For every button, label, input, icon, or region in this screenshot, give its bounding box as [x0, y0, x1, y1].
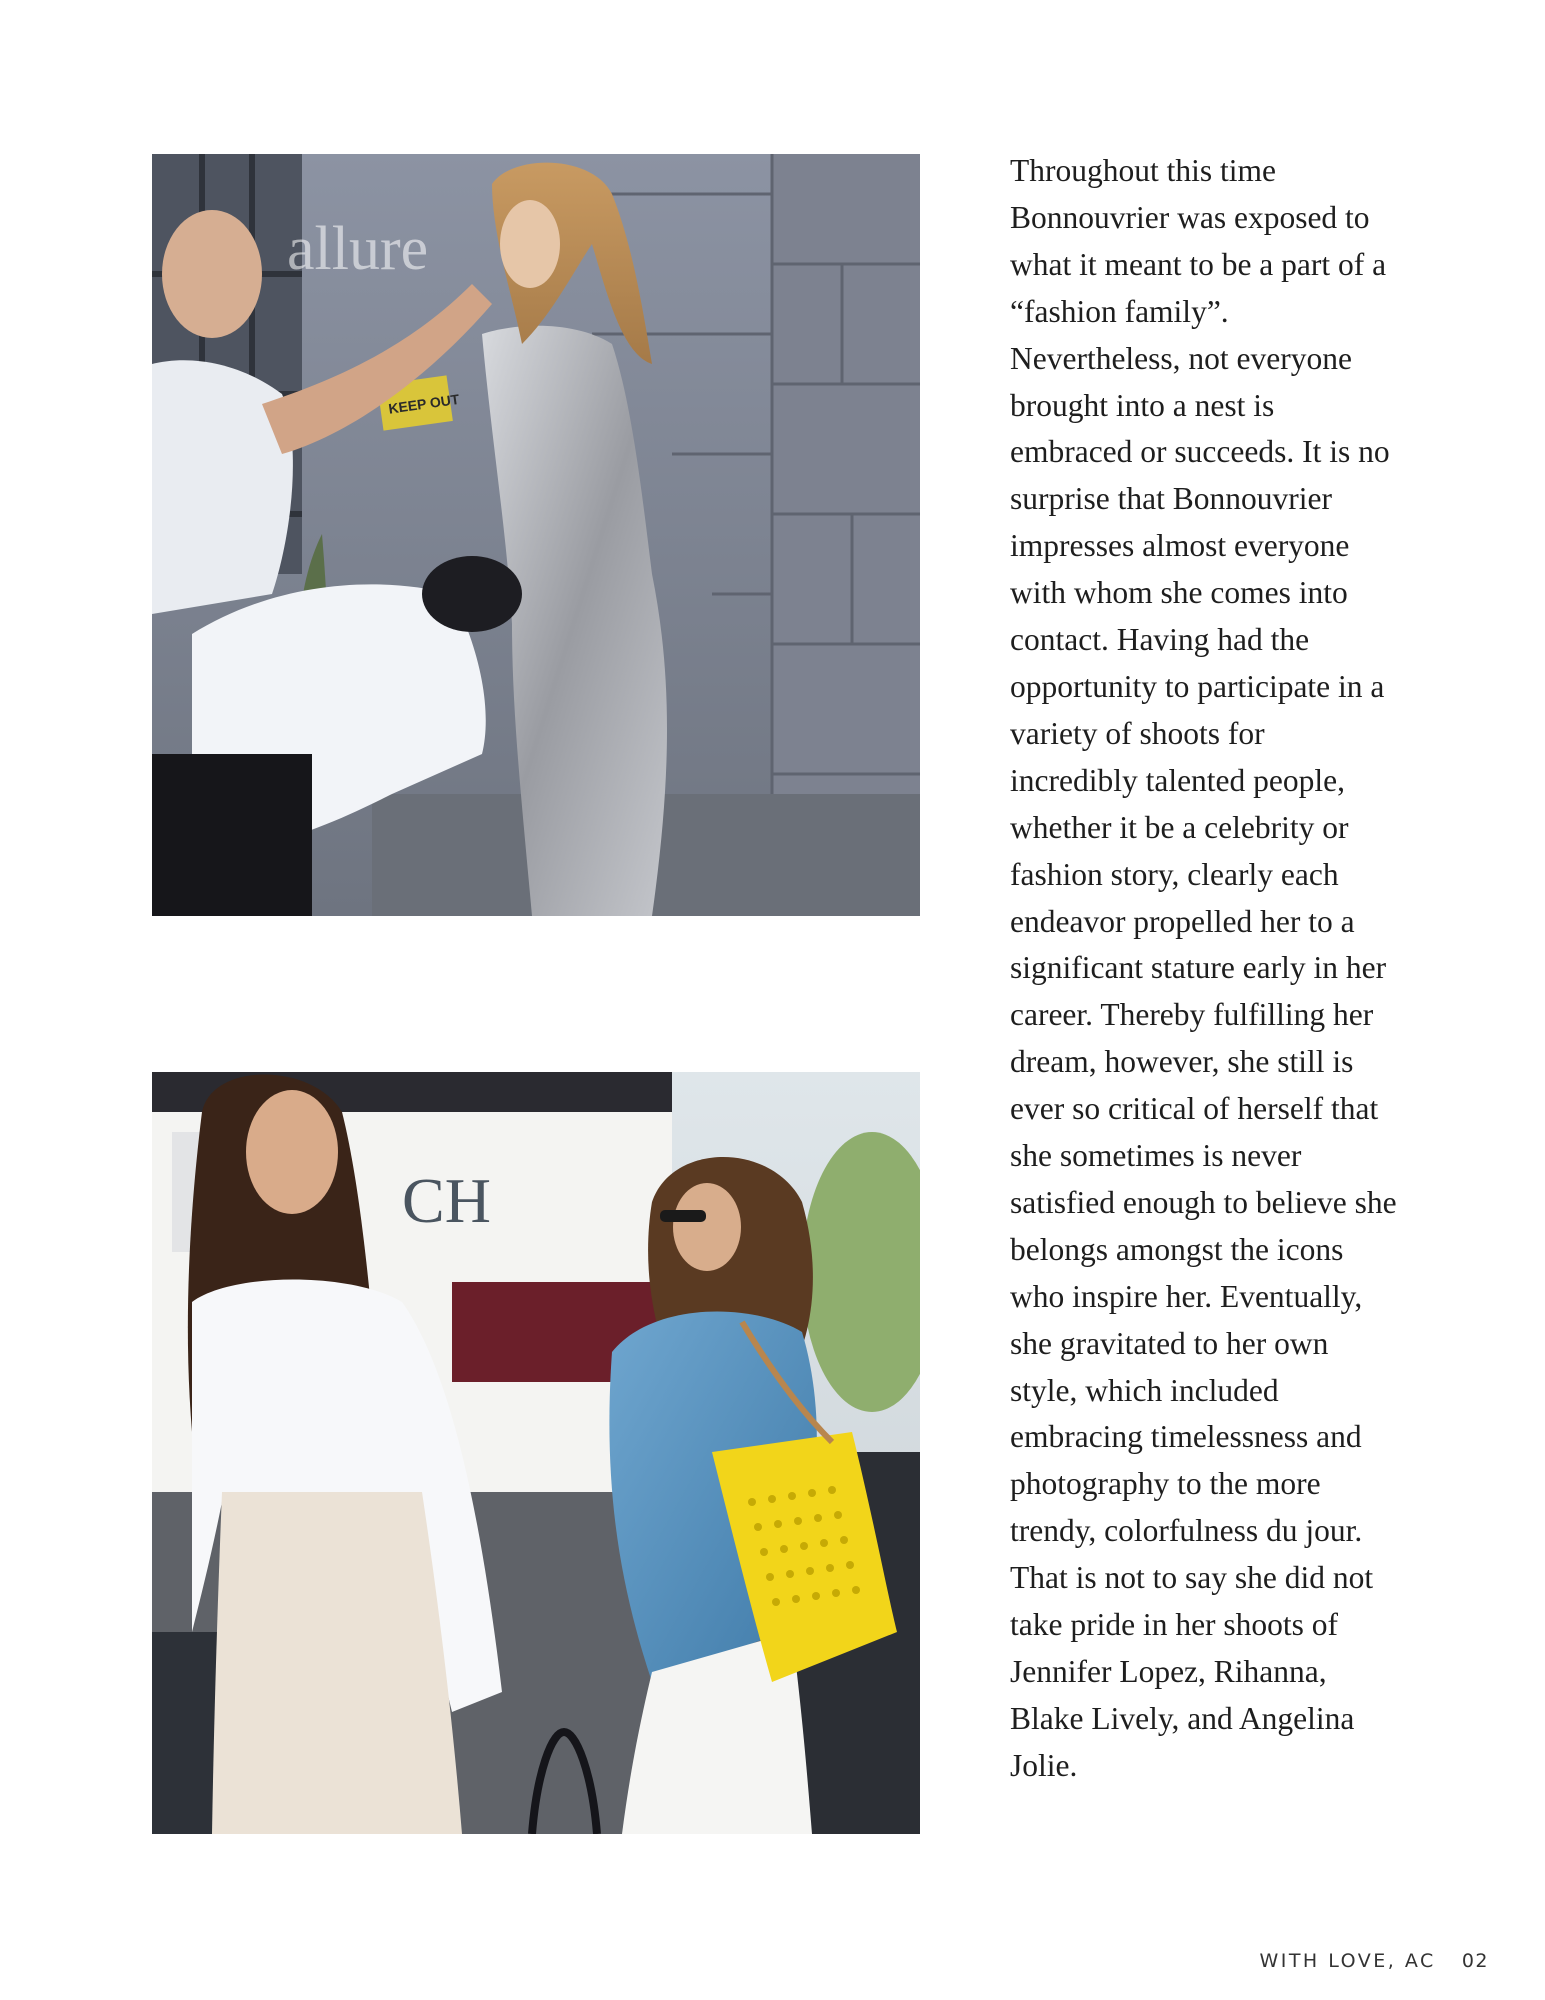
article-line: impresses almost everyone — [1010, 528, 1350, 564]
article-line: Bonnouvrier was exposed to — [1010, 199, 1370, 235]
article-line: significant stature early in her — [1010, 950, 1387, 986]
article-line: career. Thereby fulfilling her — [1010, 997, 1374, 1033]
allure-watermark: allure — [287, 215, 429, 283]
article-line: Throughout this time — [1010, 153, 1276, 188]
article-line: variety of shoots for — [1010, 715, 1265, 751]
article-line: Blake Lively, and Angelina — [1010, 1700, 1355, 1736]
article-line: Jennifer Lopez, Rihanna, — [1010, 1654, 1327, 1689]
article-line: Jolie. — [1010, 1747, 1078, 1783]
page-number: 02 — [1461, 1950, 1489, 1972]
article-line: take pride in her shoots of — [1010, 1607, 1339, 1643]
article-line: style, which included — [1010, 1372, 1279, 1408]
article-line: embracing timelessness and — [1010, 1419, 1362, 1455]
article-line: brought into a nest is — [1010, 387, 1275, 423]
article-line: contact. Having had the — [1010, 622, 1310, 658]
article-line: fashion story, clearly each — [1010, 856, 1339, 892]
keep-out-sign-text: KEEP OUT — [387, 390, 461, 417]
article-line: ever so critical of herself that — [1010, 1091, 1379, 1127]
bus-lettering: CH — [402, 1165, 491, 1236]
article-line: embraced or succeeds. It is no — [1010, 434, 1390, 470]
article-line: what it meant to be a part of a — [1010, 246, 1387, 282]
photo-fashion-shoot — [152, 154, 920, 916]
footer-signature: WITH LOVE, AC — [1259, 1950, 1436, 1972]
page-footer — [1259, 1950, 1489, 1972]
article-line: photography to the more — [1010, 1466, 1321, 1502]
photo-fashion-shoot-image — [152, 154, 920, 916]
article-line: That is not to say she did not — [1010, 1560, 1374, 1596]
article-line: with whom she comes into — [1010, 575, 1348, 611]
article-line: Nevertheless, not everyone — [1010, 340, 1352, 376]
article-line: satisfied enough to believe she — [1010, 1184, 1397, 1220]
article-line: trendy, colorfulness du jour. — [1010, 1513, 1363, 1549]
photo-street-style-image — [152, 1072, 920, 1834]
article-line: she gravitated to her own — [1010, 1325, 1329, 1361]
photo-street-style — [152, 1072, 920, 1834]
article-body — [1010, 148, 1450, 1790]
article-line: she sometimes is never — [1010, 1138, 1302, 1174]
article-line: who inspire her. Eventually, — [1010, 1278, 1363, 1314]
article-line: endeavor propelled her to a — [1010, 903, 1355, 939]
article-line: “fashion family”. — [1010, 293, 1229, 329]
article-line: incredibly talented people, — [1010, 762, 1345, 798]
article-line: opportunity to participate in a — [1010, 668, 1385, 704]
article-line: whether it be a celebrity or — [1010, 809, 1349, 845]
article-line: belongs amongst the icons — [1010, 1231, 1344, 1267]
article-line: surprise that Bonnouvrier — [1010, 481, 1332, 517]
article-line: dream, however, she still is — [1010, 1044, 1354, 1080]
